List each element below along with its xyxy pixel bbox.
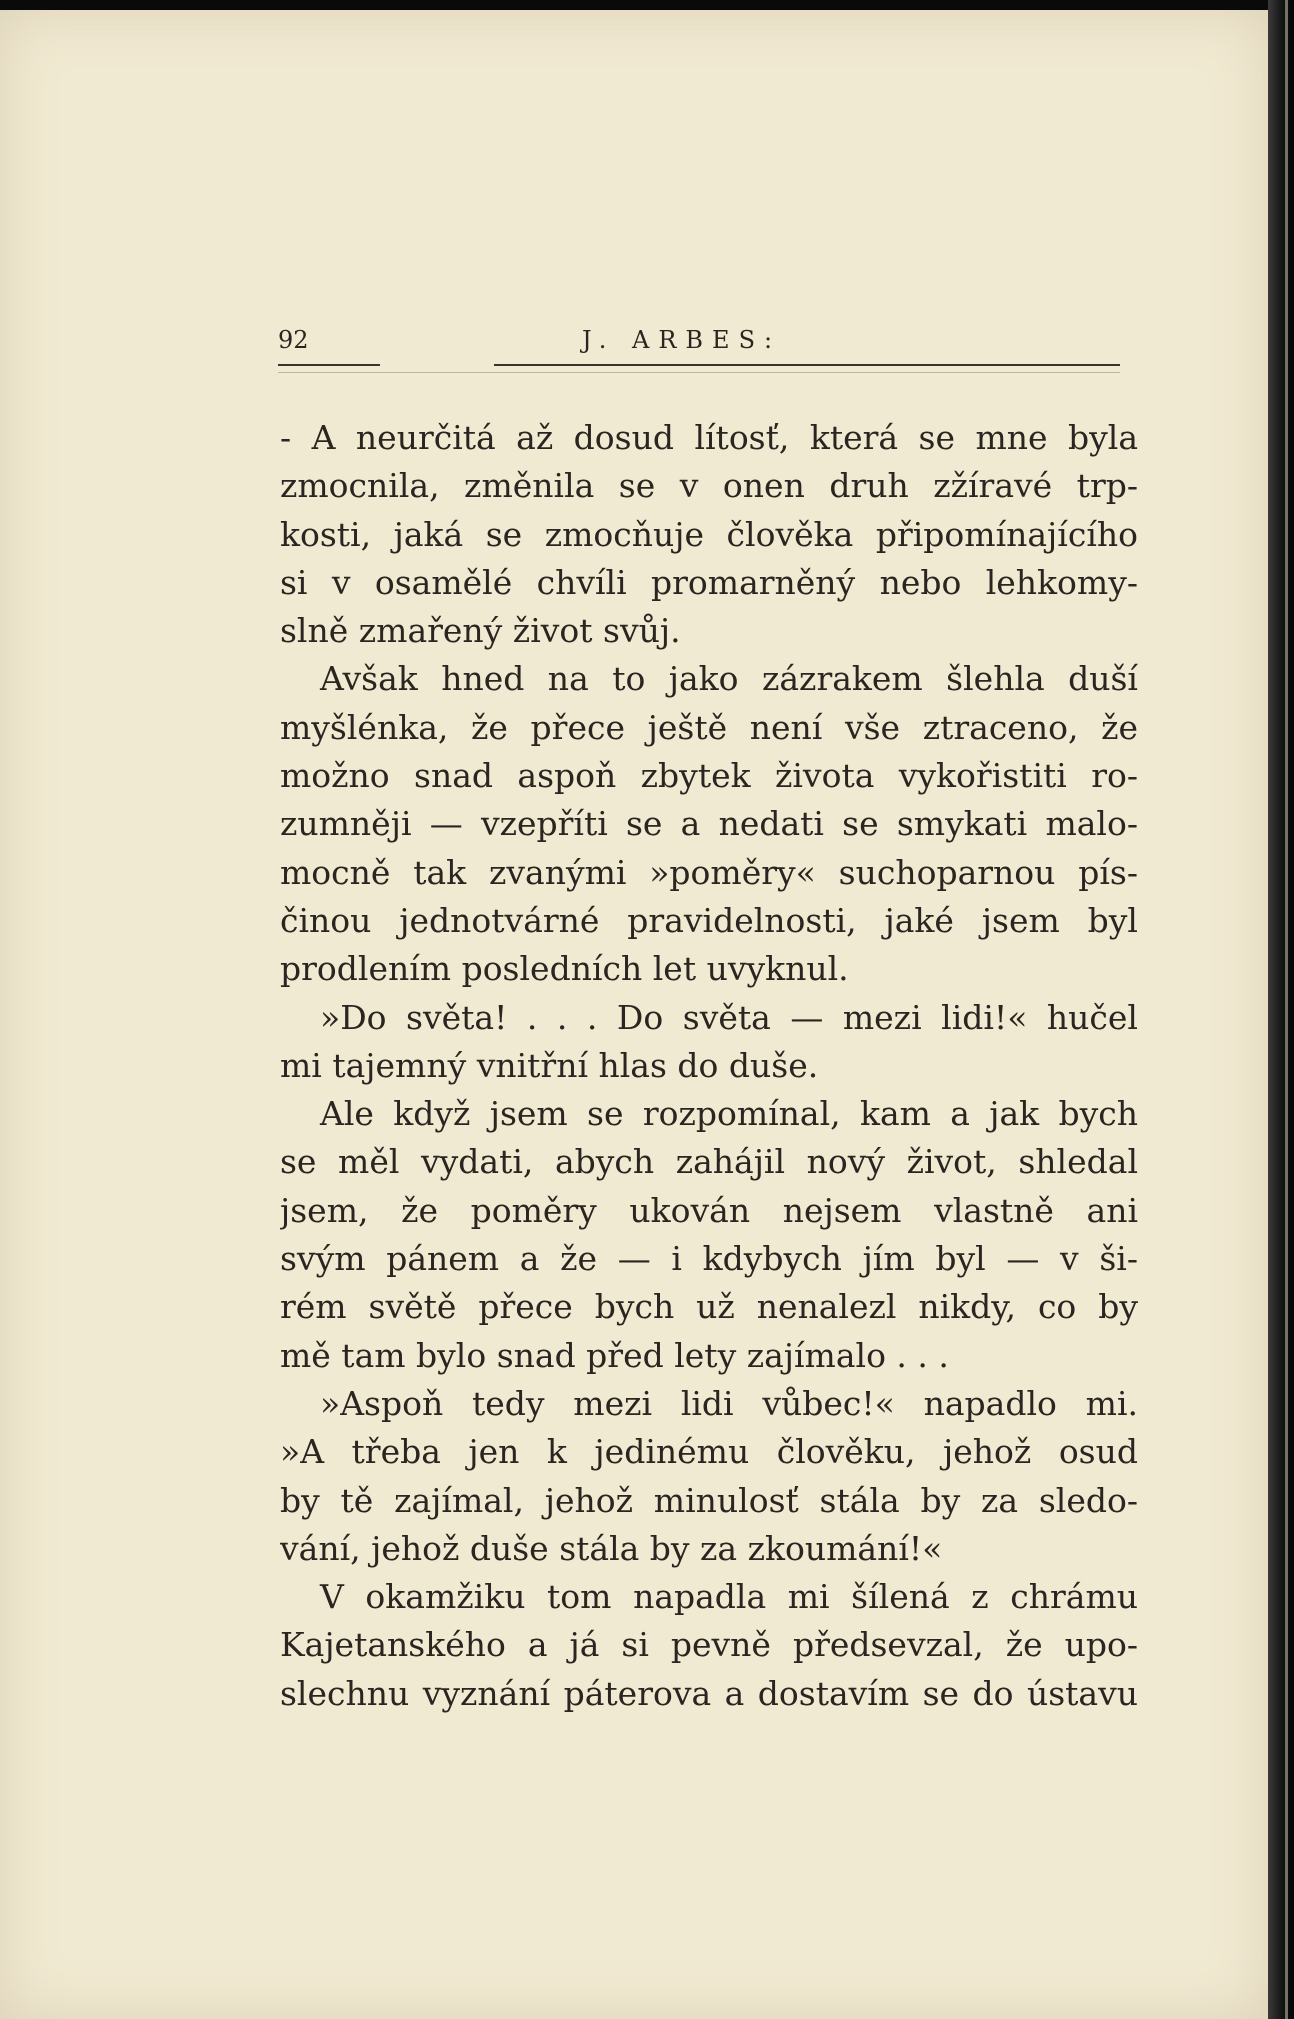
- header-rule-left: [278, 364, 380, 366]
- text-line: prodlením posledních let uvyknul.: [280, 949, 849, 989]
- text-line: »A třeba jen k jedinému člověku, jehož osud: [280, 1432, 1138, 1472]
- text-line: Ale když jsem se rozpomínal, kam a jak bych: [320, 1094, 1138, 1134]
- text-line: mi tajemný vnitřní hlas do duše.: [280, 1045, 819, 1085]
- text-line: svým pánem a že — i kdybych jím byl — v ši-: [280, 1239, 1138, 1279]
- text-line: si v osamělé chvíli promarněný nebo lehkomy-: [280, 562, 1138, 602]
- text-line: by tě zajímal, jehož minulosť stála by za sledo-: [280, 1480, 1138, 1520]
- text-line: jsem, že poměry ukován nejsem vlastně ani: [280, 1190, 1138, 1230]
- text-line: V okamžiku tom napadla mi šílená z chrámu: [320, 1577, 1138, 1617]
- text-line: vání, jehož duše stála by za zkoumání!«: [280, 1528, 943, 1568]
- page-number: 92: [278, 326, 309, 354]
- text-line: slně zmařený život svůj.: [280, 611, 681, 651]
- text-line: se měl vydati, abych zahájil nový život, shledal: [280, 1142, 1138, 1182]
- text-line: - A neurčitá až dosud lítosť, která se mne byla: [280, 418, 1138, 457]
- text-line: kosti, jaká se zmocňuje člověka připomínajícího: [280, 514, 1138, 554]
- text-line: mocně tak zvanými »poměry« suchoparnou pís-: [280, 852, 1138, 892]
- text-line: slechnu vyznání páterova a dostavím se do ústavu: [280, 1673, 1138, 1713]
- author-name: J. ARBES:: [582, 326, 782, 354]
- text-line: možno snad aspoň zbytek života vykořistiti ro-: [280, 756, 1138, 796]
- header-rule-right: [494, 364, 1120, 366]
- text-line: činou jednotvárné pravidelnosti, jaké jsem byl: [280, 900, 1138, 940]
- text-line: mě tam bylo snad před lety zajímalo . . .: [280, 1335, 949, 1375]
- text-line: »Aspoň tedy mezi lidi vůbec!« napadlo mi.: [320, 1383, 1138, 1423]
- body-text: [280, 414, 1138, 1718]
- page-edge-line: [1285, 0, 1288, 2019]
- text-line: Kajetanského a já si pevně předsevzal, že upo-: [280, 1625, 1138, 1665]
- text-line: zumněji — vzepříti se a nedati se smykati malo-: [280, 804, 1138, 844]
- text-line: »Do světa! . . . Do světa — mezi lidi!« hučel: [320, 997, 1138, 1037]
- text-line: Avšak hned na to jako zázrakem šlehla duší: [320, 659, 1138, 699]
- text-line: zmocnila, změnila se v onen druh zžíravé trp-: [280, 466, 1138, 506]
- running-head: [278, 326, 1120, 366]
- text-line: rém světě přece bych už nenalezl nikdy, co by: [280, 1287, 1138, 1327]
- book-edge: [1268, 0, 1294, 2019]
- text-line: myšlénka, že přece ještě není vše ztraceno, že: [280, 707, 1138, 747]
- header-rule-shadow: [278, 372, 1120, 373]
